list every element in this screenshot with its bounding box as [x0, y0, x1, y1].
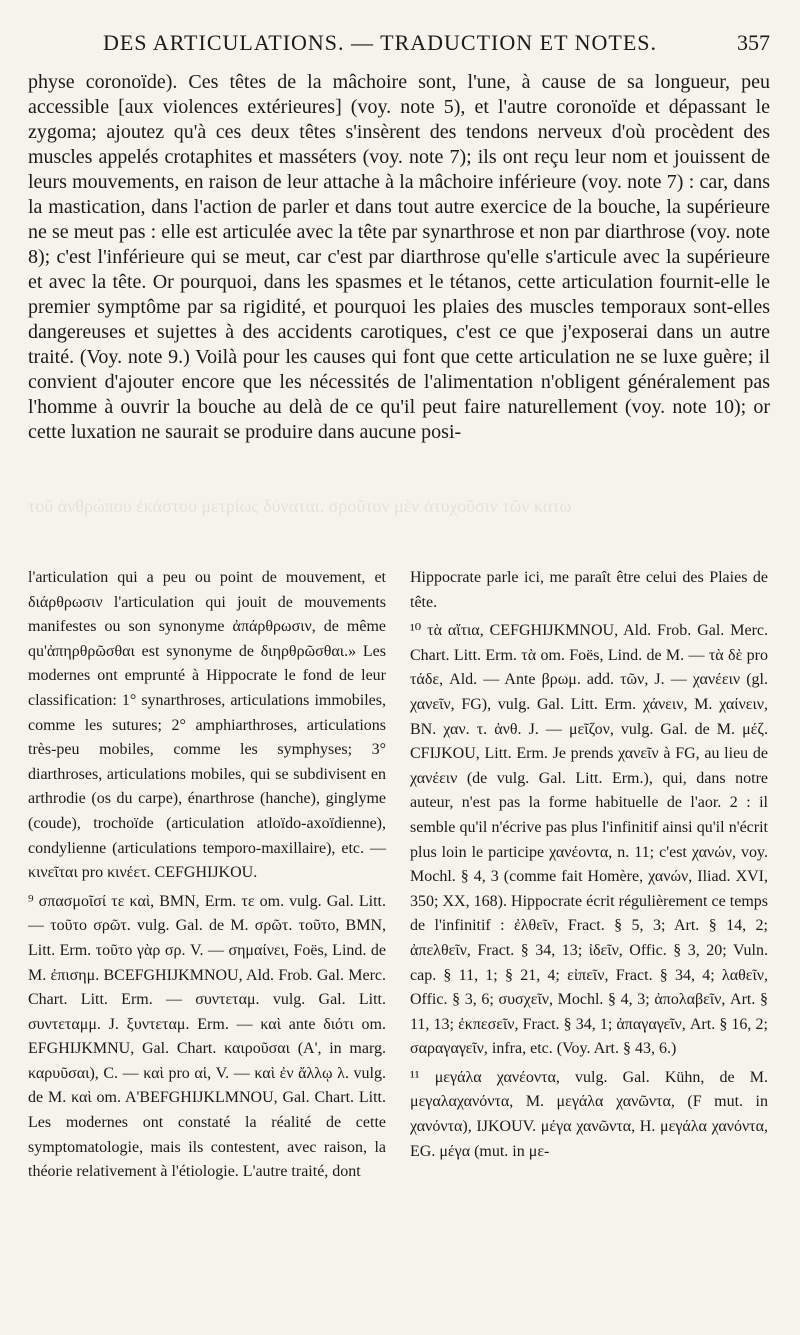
page-number: 357 — [737, 30, 770, 55]
footnote-10: ¹⁰ τὰ αἴτια, CEFGHIJKMNOU, Ald. Frob. Gal. Merc. Chart. Litt. Erm. τὰ om. Foës, Lind. de M. — τὰ δὲ pro τάδε, Ald. — Ante βρωμ. add. τῶν, J. — χανέειν (gl. χανεῖν, FG), vulg. Gal. Litt. Erm. χάνειν, M. χαίνειν, BN. χαν. τ. ἀνθ. J. — μεῖζον, vulg. Gal. de M. μέζ. CFIJKOU, Litt. Erm. Je prends χανεῖν à FG, au lieu de χανέειν (de vulg. Gal. Litt. Erm.), qui, dans notre auteur, n'est pas la forme habituelle de l'aor. 2 : il semble qu'il n'écrive pas plus l'infinitif ainsi qu'il n'écrit plus loin le participe χανέοντα, n. 11; c'est χανών, voy. Mochl. § 4, 3 (comme fait Homère, χανών, Iliad. XVI, 350; XX, 168). Hippocrate écrit régulièrement ce temps de l'infinitif : ἐλθεῖν, Fract. § 5, 3; Art. § 14, 2; ἀπελθεῖν, Fract. § 34, 13; ἰδεῖν, Offic. § 3, 20; Vuln. cap. § 11, 1; § 21, 4; εἰπεῖν, Fract. § 34, 4; λαθεῖν, Offic. § 3, 6; συσχεῖν, Mochl. § 4, 3; ἀπολαβεῖν, Art. § 11, 13; ἐκπεσεῖν, Fract. § 34, 1; ἀπαγαγεῖν, Art. § 16, 2; σαραγαγεῖν, infra, etc. (Voy. Art. § 43, 6.) — [410, 622, 768, 1058]
footnote-9: ⁹ σπασμοῖσί τε καὶ, BMN, Erm. τε om. vulg. Gal. Litt. — τοῦτο σρῶτ. vulg. Gal. de M. σρῶτ. τοῦτο, BMN, Litt. Erm. τοῦτο γὰρ σρ. V. — σημαίνει, Foës, Lind. de M. ἐπισημ. BCEFGHIJKMNOU, Ald. Frob. Gal. Merc. Chart. Litt. Erm. — συντεταμ. vulg. Gal. Litt. συντεταμμ. J. ξυντεταμ. Erm. — καὶ ante διότι om. EFGHIJKMNU, Gal. Chart. καιροῦσαι (A', in marg. καρυῦσαι), C. — καὶ pro αἱ, V. — καὶ ἐν ἄλλῳ λ. vulg. de M. καὶ om. A'BEFGHIJKLMNOU, Gal. Chart. Litt. Les modernes ont constaté la réalité de cette symptomatologie, mais ils contestent, avec raison, la théorie relativement à l'étiologie. L'autre traité, dont — [28, 892, 386, 1181]
page-header — [0, 30, 800, 66]
bleed-through-line: τοῦ ἀνθρώπου ἐκάστου μετρίως δύναται. σροῦτον μὲν ἀτυχοῦσιν τῶν κατω — [28, 496, 572, 516]
main-paragraph: physe coronoïde). Ces têtes de la mâchoire sont, l'une, à cause de sa longueur, peu accessible [aux violences extérieures] (voy. note 5), et l'autre coronoïde et dépassant le zygoma; ajoutez qu'à ces deux têtes s'insèrent des tendons nerveux d'où procèdent des muscles appelés crotaphites et masséters (voy. note 7); ils ont reçu leur nom et jouissent de leurs mouvements, en raison de leur attache à la mâchoire inférieure (voy. note 7) : car, dans la mastication, dans l'action de parler et dans tout autre exercice de la bouche, la supérieure ne se meut pas : elle est articulée avec la tête par synarthrose et non par diarthrose (voy. note 8); c'est l'inférieure qui se meut, car c'est par diarthrose qu'elle s'articule avec la supérieure et avec la tête. Or pourquoi, dans les spasmes et le tétanos, cette articulation fournit-elle le premier symptôme par sa rigidité, et pourquoi les plaies des muscles temporaux sont-elles dangereuses et sujettes à des accidents carotiques, c'est ce que j'exposerai dans un autre traité. (Voy. note 9.) Voilà pour les causes qui font que cette articulation ne se luxe guère; il convient d'ajouter encore que les nécessités de l'alimentation n'obligent généralement pas l'homme à ouvrir la bouche au delà de ce qu'il peut faire naturellement (voy. note 10); or cette luxation ne saurait se produire dans aucune posi- — [28, 71, 770, 443]
running-title: DES ARTICULATIONS. — TRADUCTION ET NOTES. — [102, 30, 658, 55]
footnote-continuation-9: Hippocrate parle ici, me paraît être celui des Plaies de tête. — [410, 569, 768, 611]
footnote-11: ¹¹ μεγάλα χανέοντα, vulg. Gal. Kühn, de M. μεγαλαχανόντα, M. μεγάλα χανῶντα, (F mut. in χανόντα), IJKOUV. μέγα χανῶντα, H. μεγάλα χανόντα, EG. μέγα (mut. in με- — [410, 1068, 768, 1160]
bleed-through-text — [28, 495, 770, 570]
footnote-continuation-8: l'articulation qui a peu ou point de mouvement, et διάρθρωσιν l'articulation qui jouit de mouvements manifestes ou son synonyme ἀπάρθρωσιν, de même qu'ἀπηρθρῶσθαι est synonyme de διηρθρῶσθαι.» Les modernes ont emprunté à Hippocrate le fond de leur classification: 1° synarthroses, articulations immobiles, comme les sutures; 2° amphiarthroses, articulations très-peu mobiles, comme les symphyses; 3° diarthroses, articulations mobiles, qui se subdivisent en arthrodie (os du carpe), énarthrose (hanche), ginglyme (coude), trochoïde (articulation atloïdo-axoïdienne), condylienne (articulations temporo-maxillaire), etc. — κινεῖται pro κινέετ. CEFGHIJKOU. — [28, 569, 386, 882]
footnotes-right-column — [410, 566, 768, 1164]
main-text-block — [28, 70, 770, 445]
footnotes-left-column — [28, 566, 386, 1185]
